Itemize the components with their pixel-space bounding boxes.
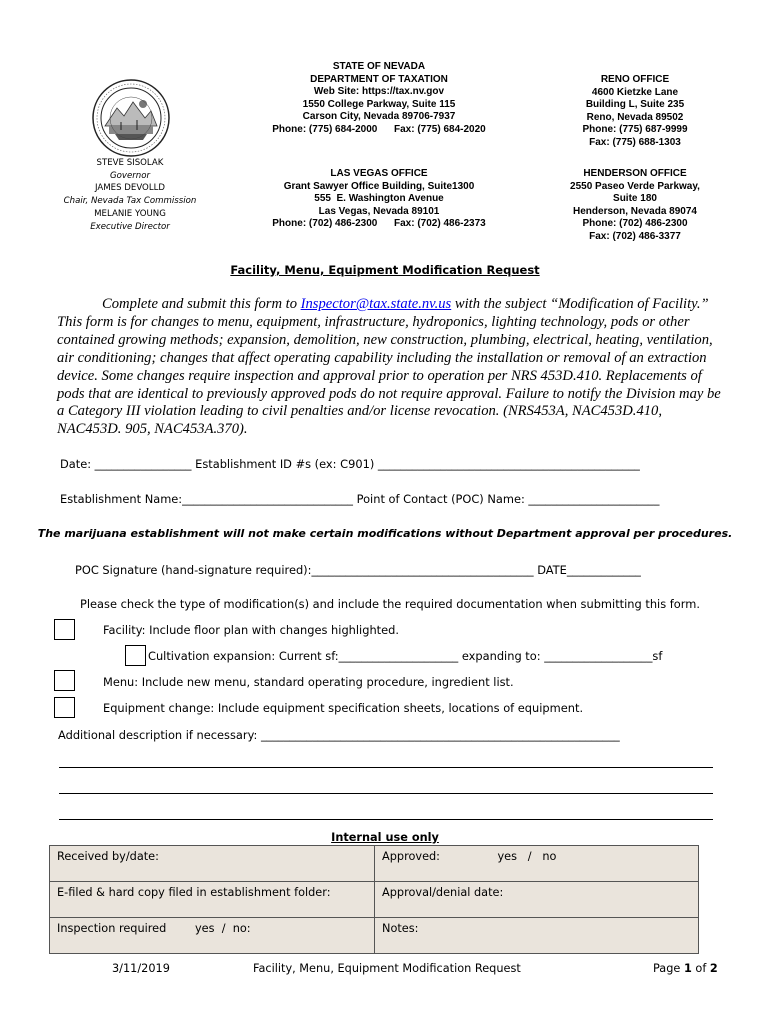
lv-office-name: LAS VEGAS OFFICE xyxy=(330,168,428,179)
internal-use-title: Internal use only xyxy=(331,831,439,844)
reno-address1: 4600 Kietzke Lane xyxy=(591,86,679,98)
website: Web Site: https://tax.nv.gov xyxy=(313,86,445,98)
lv-phone-fax: Phone: (702) 486-2300 Fax: (702) 486-2373 xyxy=(272,218,486,230)
inspection-cell[interactable]: Inspection required yes / no: xyxy=(50,918,375,954)
footer-title: Facility, Menu, Equipment Modification Request xyxy=(253,962,521,975)
henderson-address2: Suite 180 xyxy=(613,193,657,205)
lv-address3: Las Vegas, Nevada 89101 xyxy=(318,205,440,217)
governor-title: Governor xyxy=(109,170,151,181)
henderson-address1: 2550 Paseo Verde Parkway, xyxy=(570,180,700,192)
reno-fax: Fax: (775) 688-1303 xyxy=(589,136,681,148)
main-phone-fax: Phone: (775) 684-2000 Fax: (775) 684-2020 xyxy=(272,123,486,135)
description-blank-line-2[interactable] xyxy=(59,793,713,794)
inspector-email-link[interactable]: Inspector@tax.state.nv.us xyxy=(300,296,452,312)
cultivation-option-label[interactable]: Cultivation expansion: Current sf:_____________________ expanding to: ___________________sf xyxy=(148,649,663,663)
page-total: 2 xyxy=(709,962,718,975)
reno-office-block xyxy=(560,74,710,150)
poc-signature-line[interactable]: POC Signature (hand-signature required):_______________________________________ DATE_____________ xyxy=(75,563,641,577)
director-name: MELANIE YOUNG xyxy=(94,208,166,219)
equipment-checkbox[interactable] xyxy=(54,697,75,718)
intro-paragraph xyxy=(57,296,721,439)
reno-address3: Reno, Nevada 89502 xyxy=(586,111,684,123)
henderson-fax: Fax: (702) 486-3377 xyxy=(589,230,681,242)
governor-name: STEVE SISOLAK xyxy=(96,158,164,168)
facility-option-label: Facility: Include floor plan with changes highlighted. xyxy=(103,623,399,637)
chair-name: JAMES DEVOLLD xyxy=(94,183,166,194)
table-row xyxy=(50,918,699,954)
menu-option-label: Menu: Include new menu, standard operating procedure, ingredient list. xyxy=(103,675,514,689)
henderson-office-name: HENDERSON OFFICE xyxy=(583,168,687,179)
approval-date-cell[interactable]: Approval/denial date: xyxy=(375,882,699,918)
lv-address1: Grant Sawyer Office Building, Suite1300 xyxy=(283,180,475,192)
lv-address2: 555 E. Washington Avenue xyxy=(314,193,444,205)
las-vegas-office-block xyxy=(250,168,508,231)
director-title: Executive Director xyxy=(90,221,170,232)
seal-icon xyxy=(91,78,171,158)
reno-address2: Building L, Suite 235 xyxy=(585,99,685,111)
establishment-poc-name-line[interactable]: Establishment Name:______________________________ Point of Contact (POC) Name: _______________________ xyxy=(60,492,660,506)
description-blank-line-1[interactable] xyxy=(59,767,713,768)
menu-checkbox[interactable] xyxy=(54,670,75,691)
reno-office-name: RENO OFFICE xyxy=(600,74,670,85)
table-row xyxy=(50,882,699,918)
page-of: of xyxy=(691,962,710,975)
department-name: DEPARTMENT OF TAXATION xyxy=(310,73,448,85)
chair-title: Chair, Nevada Tax Commission xyxy=(63,196,197,207)
equipment-option-label: Equipment change: Include equipment specification sheets, locations of equipment. xyxy=(103,701,584,715)
main-office-block xyxy=(250,61,508,137)
facility-checkbox[interactable] xyxy=(54,619,75,640)
received-cell[interactable]: Received by/date: xyxy=(50,846,375,882)
description-blank-line-3[interactable] xyxy=(59,819,713,820)
nevada-seal xyxy=(91,78,171,158)
footer-page-number xyxy=(653,962,718,975)
form-title: Facility, Menu, Equipment Modification Request xyxy=(230,263,540,277)
cultivation-checkbox[interactable] xyxy=(125,645,146,666)
footer-date: 3/11/2019 xyxy=(112,962,170,975)
notes-cell[interactable]: Notes: xyxy=(375,918,699,954)
officials-block xyxy=(55,157,205,233)
date-establishment-id-line[interactable]: Date: _________________ Establishment ID #s (ex: C901) ______________________________________________ xyxy=(60,457,640,471)
state-name: STATE OF NEVADA xyxy=(332,61,426,72)
reno-phone: Phone: (775) 687-9999 xyxy=(582,124,688,136)
modification-instruction: Please check the type of modification(s) and include the required documentation when submitting this form. xyxy=(80,597,700,611)
additional-description-line[interactable]: Additional description if necessary: _______________________________________________________________ xyxy=(58,728,620,742)
main-address2: Carson City, Nevada 89706-7937 xyxy=(302,111,456,123)
internal-use-table xyxy=(49,845,699,954)
intro-text-start: Complete and submit this form to xyxy=(102,296,301,312)
henderson-address3: Henderson, Nevada 89074 xyxy=(573,205,697,217)
henderson-office-block xyxy=(555,168,715,244)
table-row xyxy=(50,846,699,882)
intro-text-rest: with the subject “Modification of Facility.” This form is for changes to menu, equipment, infrastructure, hydroponics, lighting technology, pods or other contained growing methods; expansion, demolition, new construction, plumbing, electrical, heating, ventilation, air conditioning; changes that affect operating capability including the installation or removal of an extraction device. Some changes require inspection and approval prior to operation per NRS 453D.410. Replacements of pods that are identical to previously approved pods do not require approval. Failure to notify the Division may be a Category III violation leading to civil penalties and/or license revocation. (NRS453A, NAC453D.410, NAC453D. 905, NAC453A.370). xyxy=(57,296,721,438)
page-prefix: Page xyxy=(653,962,684,975)
efiled-cell[interactable]: E-filed & hard copy filed in establishment folder: xyxy=(50,882,375,918)
page-current: 1 xyxy=(683,962,692,975)
approval-notice: The marijuana establishment will not make certain modifications without Department approval per procedures. xyxy=(37,527,733,540)
approved-cell[interactable]: Approved: yes / no xyxy=(375,846,699,882)
henderson-phone: Phone: (702) 486-2300 xyxy=(582,218,688,230)
main-address1: 1550 College Parkway, Suite 115 xyxy=(302,98,456,110)
